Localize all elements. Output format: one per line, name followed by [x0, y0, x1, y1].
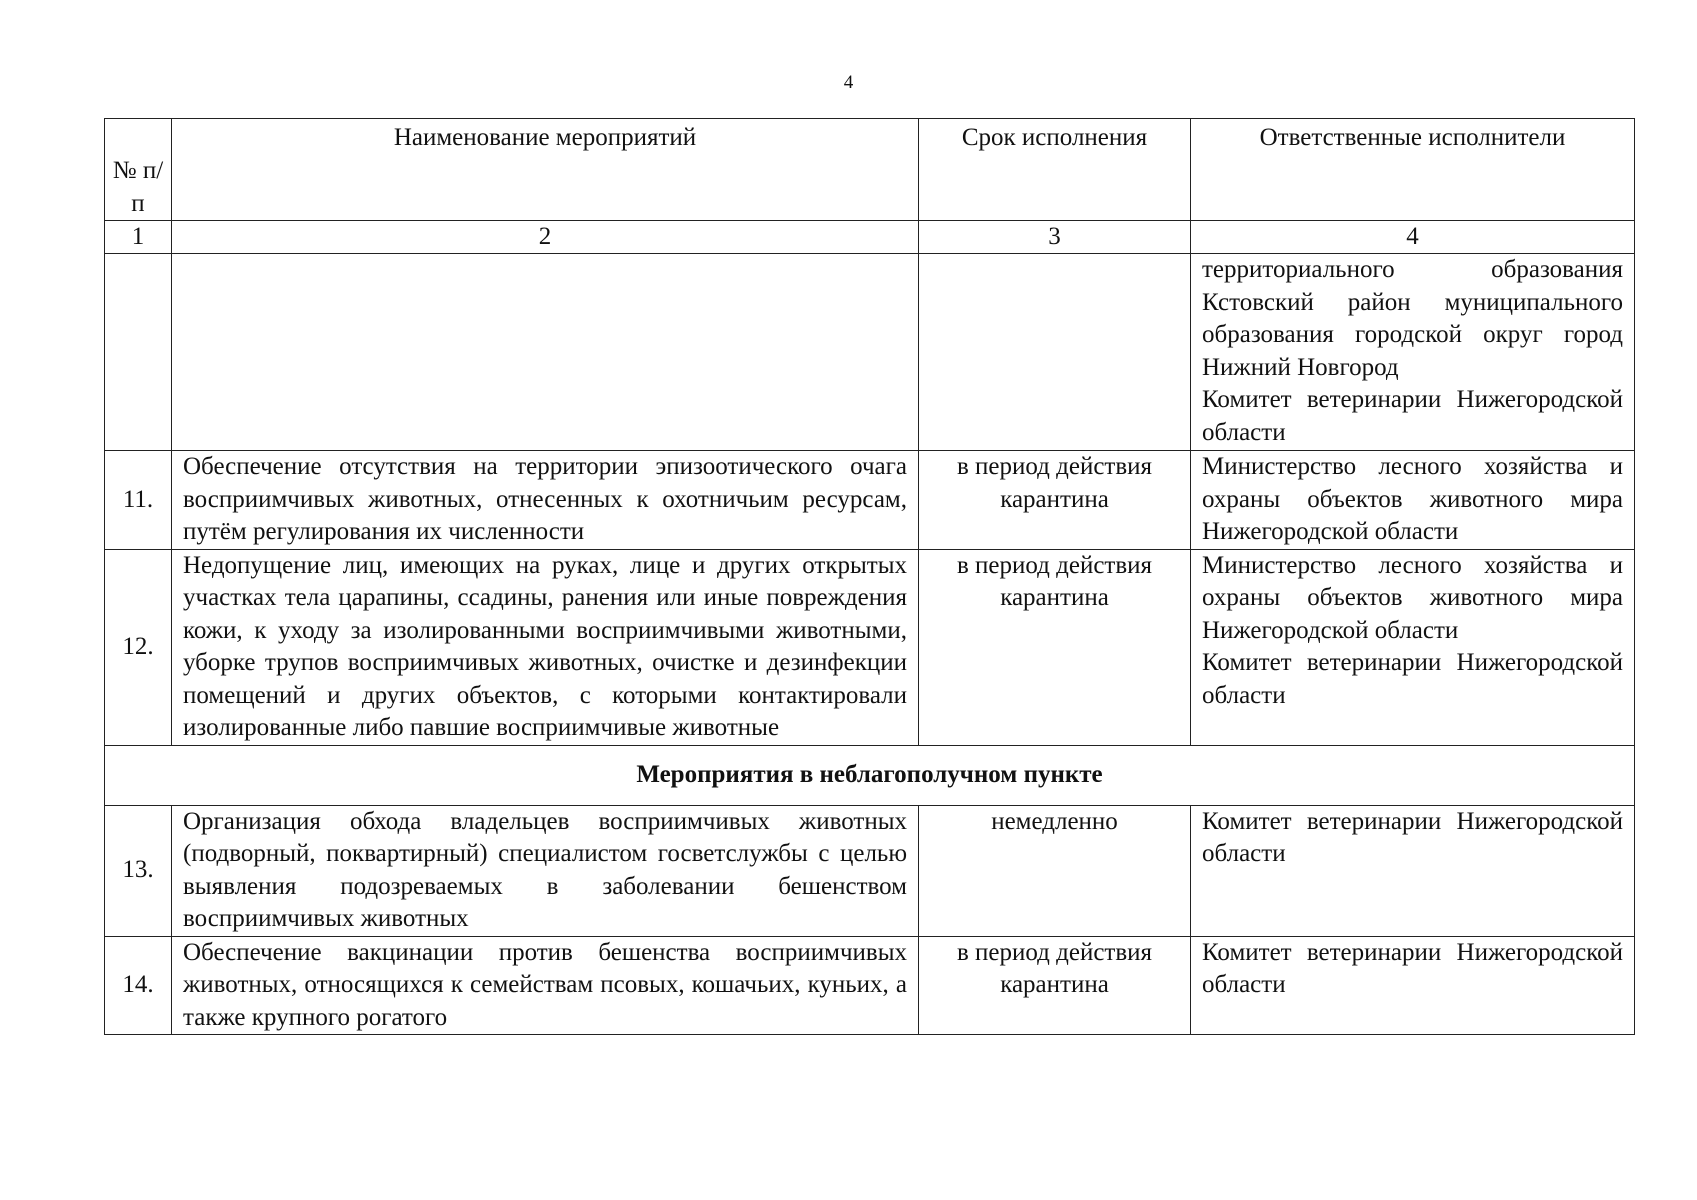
measure-name: Организация обхода владельцев восприимчивых животных (подворный, поквартирный) специалистом госветслужбы с целью выявления подозреваемых в заболевании бешенством восприимчивых животных	[172, 805, 919, 936]
measure-name: Обеспечение отсутствия на территории эпизоотического очага восприимчивых животных, отнесенных к охотничьим ресурсам, путём регулирования их численности	[172, 451, 919, 550]
responsible-party: территориального образования Кстовский район муниципального образования городской округ город Нижний Новгород	[1202, 256, 1623, 381]
section-title: Мероприятия в неблагополучном пункте	[105, 745, 1635, 805]
deadline: в период действия карантина	[919, 451, 1191, 550]
table-row-continuation	[105, 254, 1635, 451]
header-number: № п/п	[105, 119, 172, 221]
section-header-row	[105, 745, 1635, 805]
responsible	[1191, 254, 1635, 451]
page-number: 4	[843, 72, 854, 93]
table-row	[105, 451, 1635, 550]
row-number: 13.	[105, 805, 172, 936]
responsible-party: Комитет ветеринарии Нижегородской области	[1202, 386, 1623, 446]
table-row	[105, 549, 1635, 745]
deadline: в период действия карантина	[919, 936, 1191, 1035]
responsible-party: Министерство лесного хозяйства и охраны объектов животного мира Нижегородской области	[1202, 551, 1623, 644]
header-responsible: Ответственные исполнители	[1191, 119, 1635, 221]
row-number: 11.	[105, 451, 172, 550]
responsible	[1191, 451, 1635, 550]
column-index: 3	[919, 221, 1191, 254]
column-index-row	[105, 221, 1635, 254]
measures-table	[104, 118, 1635, 1035]
responsible	[1191, 936, 1635, 1035]
responsible-party: Комитет ветеринарии Нижегородской области	[1202, 807, 1623, 867]
measure-name	[172, 254, 919, 451]
measure-name: Недопущение лиц, имеющих на руках, лице и других открытых участках тела царапины, ссадины, ранения или иные повреждения кожи, к уходу за изолированными восприимчивыми животными, уборке трупов восприимчивых животных, очистке и дезинфекции помещений и других объектов, с которыми контактировали изолированные либо павшие восприимчивые животные	[172, 549, 919, 745]
deadline	[919, 254, 1191, 451]
responsible	[1191, 549, 1635, 745]
responsible-party: Комитет ветеринарии Нижегородской области	[1202, 938, 1623, 998]
row-number: 14.	[105, 936, 172, 1035]
responsible-party: Министерство лесного хозяйства и охраны объектов животного мира Нижегородской области	[1202, 453, 1623, 545]
responsible	[1191, 805, 1635, 936]
row-number	[105, 254, 172, 451]
measure-name: Обеспечение вакцинации против бешенства восприимчивых животных, относящихся к семействам псовых, кошачьих, куньих, а также крупного рогатого	[172, 936, 919, 1035]
responsible-party: Комитет ветеринарии Нижегородской области	[1202, 649, 1623, 709]
column-index: 4	[1191, 221, 1635, 254]
table-header-row	[105, 119, 1635, 221]
table-row	[105, 936, 1635, 1035]
column-index: 1	[105, 221, 172, 254]
deadline: в период действия карантина	[919, 549, 1191, 745]
deadline: немедленно	[919, 805, 1191, 936]
row-number: 12.	[105, 549, 172, 745]
column-index: 2	[172, 221, 919, 254]
header-measure-name: Наименование мероприятий	[172, 119, 919, 221]
table-row	[105, 805, 1635, 936]
header-deadline: Срок исполнения	[919, 119, 1191, 221]
